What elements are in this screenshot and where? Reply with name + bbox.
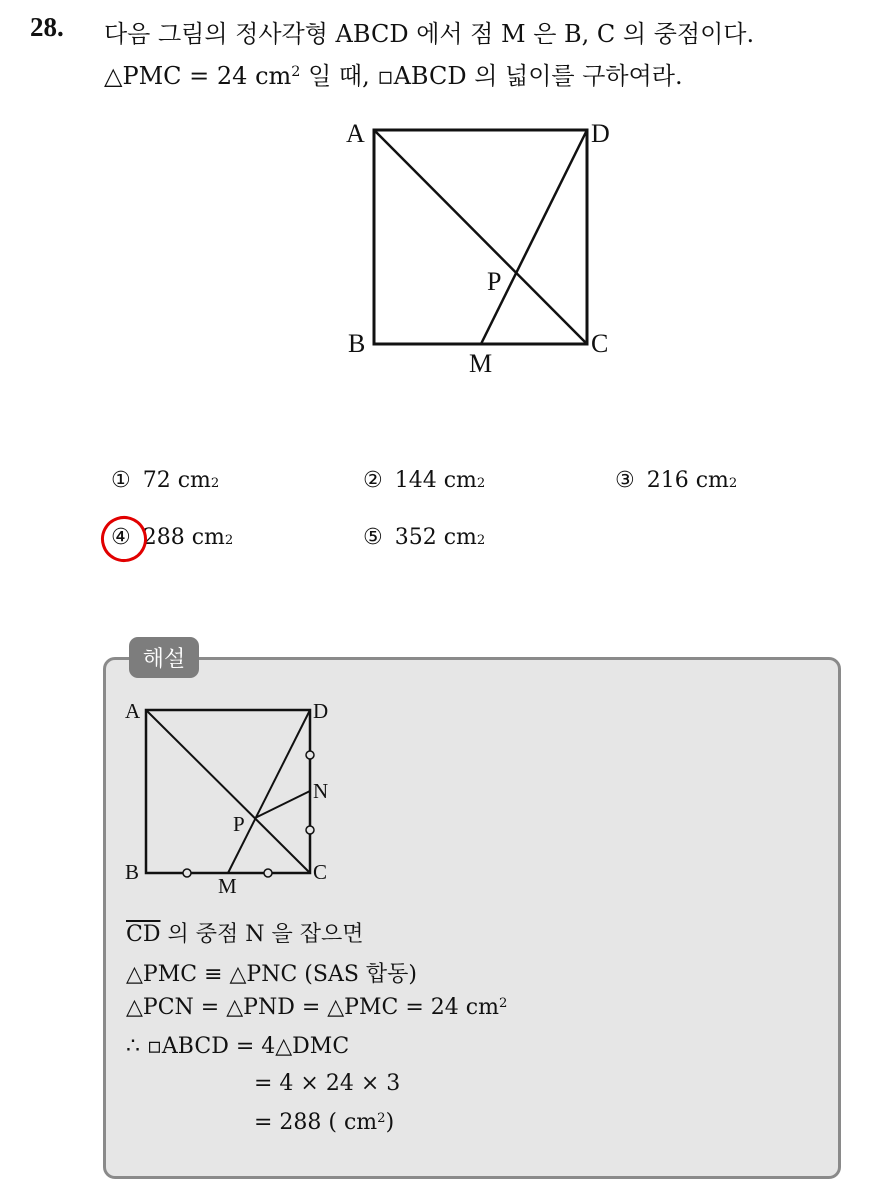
sol-label-d: D xyxy=(313,699,329,723)
choice-3-value: 216 cm xyxy=(646,468,729,493)
solution-line3 xyxy=(126,995,507,1020)
sol-label-m: M xyxy=(218,874,237,898)
solution-line4: ∴ ▫ABCD = 4△DMC xyxy=(126,1034,350,1059)
label-m: M xyxy=(469,349,493,378)
choice-5[interactable]: ⑤ 352 cm 2 xyxy=(363,525,486,550)
choice-3-mark: ③ xyxy=(615,468,635,493)
solution-line3-sup: 2 xyxy=(498,995,508,1011)
tick-mark-icon xyxy=(264,869,272,877)
solution-line6-close: ) xyxy=(385,1110,395,1135)
solution-line5: = 4 × 24 × 3 xyxy=(254,1071,401,1096)
sol-diagonal-ac xyxy=(146,710,310,873)
solution-line2: △PMC ≡ △PNC (SAS 합동) xyxy=(126,962,417,987)
choice-5-mark: ⑤ xyxy=(363,525,383,550)
question-text-line1: 다음 그림의 정사각형 ABCD 에서 점 M 은 B, C 의 중점이다. xyxy=(104,20,755,48)
question-text-line2-rest: 일 때, ▫ABCD 의 넓이를 구하여라. xyxy=(300,62,683,90)
sol-label-p: P xyxy=(233,812,245,836)
choice-4[interactable]: ④ 288 cm 2 xyxy=(111,525,233,550)
choice-4-mark-glyph: ④ xyxy=(111,525,131,550)
sol-label-b: B xyxy=(125,860,140,884)
question-number: 28. xyxy=(30,12,64,42)
solution-line1-rest: 의 중점 N 을 잡으면 xyxy=(160,922,364,947)
choice-3[interactable]: ③ 216 cm 2 xyxy=(615,468,738,493)
solution-line6-main: = 288 ( cm xyxy=(254,1110,378,1135)
segment-cd: $\overline{CD}$ xyxy=(126,922,161,947)
label-p: P xyxy=(487,267,502,296)
sol-segment-dm xyxy=(228,710,310,873)
sol-label-a: A xyxy=(125,699,141,723)
choice-2-value: 144 cm xyxy=(394,468,477,493)
choice-2[interactable]: ② 144 cm 2 xyxy=(363,468,486,493)
tick-mark-icon xyxy=(183,869,191,877)
solution-line6-sup: 2 xyxy=(377,1110,386,1126)
sol-label-c: C xyxy=(313,860,328,884)
solution-line6 xyxy=(254,1110,394,1135)
tick-mark-icon xyxy=(306,751,314,759)
choice-2-mark: ② xyxy=(363,468,383,493)
choice-1-mark: ① xyxy=(111,468,131,493)
choice-5-value: 352 cm xyxy=(394,525,477,550)
solution-tag: 해설 xyxy=(129,637,199,678)
tick-mark-icon xyxy=(306,826,314,834)
solution-line1 xyxy=(126,917,363,948)
choice-1[interactable]: ① 72 cm 2 xyxy=(111,468,220,493)
solution-line3-main: △PCN = △PND = △PMC = 24 cm xyxy=(126,995,499,1020)
sol-label-n: N xyxy=(313,779,329,803)
label-b: B xyxy=(348,329,366,358)
label-c: C xyxy=(591,329,609,358)
choice-4-value: 288 cm xyxy=(142,525,225,550)
label-a: A xyxy=(346,119,365,148)
label-d: D xyxy=(591,119,610,148)
question-text-line2-main: △PMC = 24 cm xyxy=(104,62,292,90)
question-text-line2-sup: 2 xyxy=(291,64,301,81)
choice-1-value: 72 cm xyxy=(142,468,211,493)
